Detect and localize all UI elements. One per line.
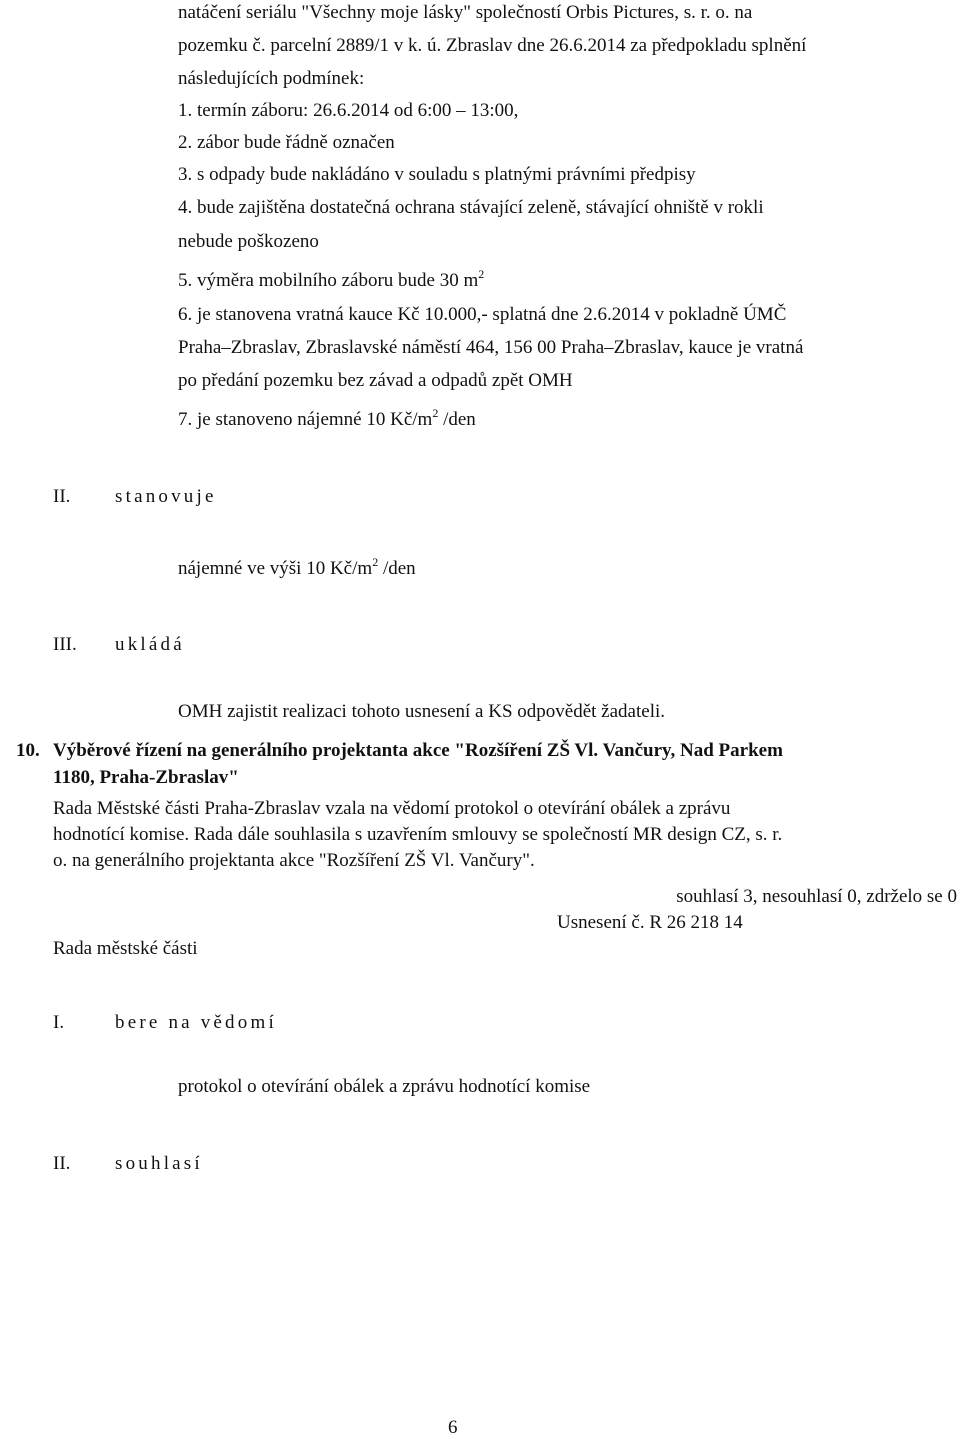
section-iii-verb: ukládá	[115, 634, 185, 655]
condition-2: 2. zábor bude řádně označen	[178, 132, 395, 153]
intro-line-1: natáčení seriálu "Všechny moje lásky" společností Orbis Pictures, s. r. o. na	[178, 2, 753, 23]
section-i-roman: I.	[53, 1012, 65, 1033]
intro-line-2: pozemku č. parcelní 2889/1 v k. ú. Zbraslav dne 26.6.2014 za předpokladu splnění	[178, 35, 807, 56]
item-10-body-line-2: hodnotící komise. Rada dále souhlasila s uzavřením smlouvy se společností MR design CZ, s. r.	[53, 824, 783, 845]
section-ii-b-roman: II.	[53, 1153, 71, 1174]
condition-5: 5. výměra mobilního záboru bude 30 $m^2$	[178, 266, 485, 291]
condition-6-line-1: 6. je stanovena vratná kauce Kč 10.000,- splatná dne 2.6.2014 v pokladně ÚMČ	[178, 304, 787, 325]
vote-result: souhlasí 3, nesouhlasí 0, zdrželo se 0	[676, 886, 957, 907]
section-ii-text: nájemné ve výši 10 $Kč/m^2$ /den	[178, 554, 416, 579]
item-10-body-line-1: Rada Městské části Praha-Zbraslav vzala na vědomí protokol o otevírání obálek a zprávu	[53, 798, 731, 819]
section-ii-roman: II.	[53, 486, 71, 507]
condition-4-line-1: 4. bude zajištěna dostatečná ochrana stávající zeleně, stávající ohniště v rokli	[178, 197, 764, 218]
item-10-title-line-1: Výběrové řízení na generálního projektanta akce "Rozšíření ZŠ Vl. Vančury, Nad Parkem	[53, 740, 783, 761]
condition-3: 3. s odpady bude nakládáno v souladu s platnými právními předpisy	[178, 164, 696, 185]
resolution-number: Usnesení č. R 26 218 14	[557, 912, 743, 933]
superscript: 2	[432, 405, 439, 420]
intro-line-3: následujících podmínek:	[178, 68, 365, 89]
superscript: 2	[372, 554, 379, 569]
item-10-number: 10.	[16, 740, 40, 761]
section-iii-roman: III.	[53, 634, 77, 655]
section-i-text: protokol o otevírání obálek a zprávu hodnotící komise	[178, 1076, 591, 1097]
council-label: Rada městské části	[53, 938, 198, 959]
section-ii-b-verb: souhlasí	[115, 1153, 203, 1174]
condition-7: 7. je stanoveno nájemné 10 $Kč/m^2$ /den	[178, 405, 476, 430]
section-i-verb: bere na vědomí	[115, 1012, 277, 1033]
condition-6-line-3: po předání pozemku bez závad a odpadů zpět OMH	[178, 370, 573, 391]
condition-4-line-2: nebude poškozeno	[178, 231, 319, 252]
condition-1: 1. termín záboru: 26.6.2014 od 6:00 – 13:00,	[178, 100, 519, 121]
superscript: 2	[478, 266, 485, 281]
page-number: 6	[448, 1417, 458, 1438]
condition-6-line-2: Praha–Zbraslav, Zbraslavské náměstí 464, 156 00 Praha–Zbraslav, kauce je vratná	[178, 337, 804, 358]
section-ii-verb: stanovuje	[115, 486, 217, 507]
item-10-title-line-2: 1180, Praha-Zbraslav"	[53, 767, 239, 788]
section-iii-text: OMH zajistit realizaci tohoto usnesení a KS odpovědět žadateli.	[178, 701, 665, 722]
item-10-body-line-3: o. na generálního projektanta akce "Rozšíření ZŠ Vl. Vančury".	[53, 850, 535, 871]
